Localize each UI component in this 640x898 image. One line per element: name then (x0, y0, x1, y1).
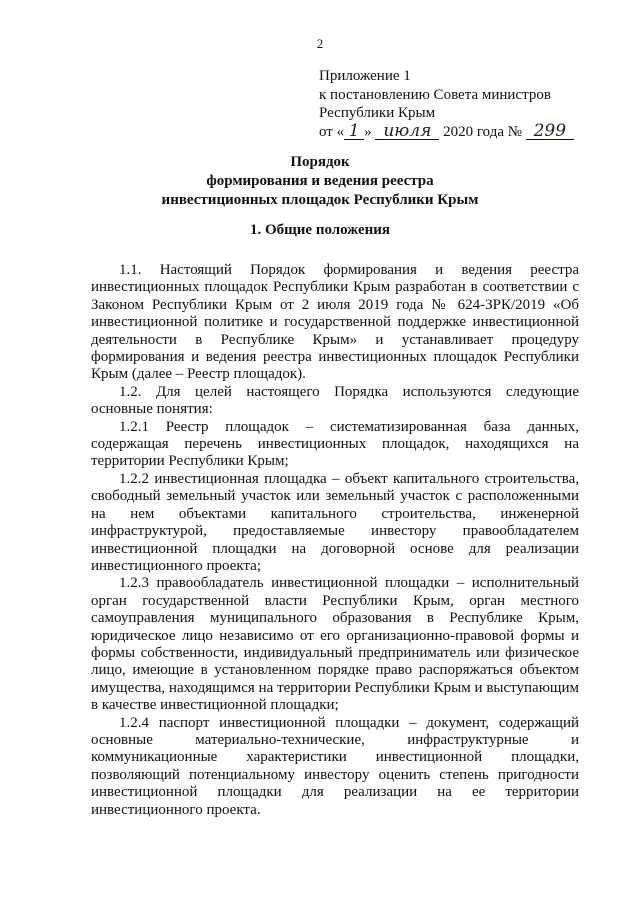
date-day: 1 (344, 123, 364, 140)
section-heading: 1. Общие положения (249, 222, 391, 238)
page-number: 2 (316, 36, 324, 51)
paragraph-1-2-1: 1.2.1 Реестр площадок – систематизированная база данных, содержащая перечень инвестиционных площадок, находящихся на территории Республики Крым; (91, 418, 579, 470)
appendix-line-1: Приложение 1 (319, 68, 411, 84)
appendix-date-line (319, 120, 619, 142)
document-title (0, 153, 640, 210)
date-prefix: от « (319, 123, 345, 140)
appendix-line-2: к постановлению Совета министров (319, 86, 551, 103)
appendix-line-3: Республики Крым (319, 105, 436, 121)
date-mid: » (364, 123, 372, 140)
title-line-1: Порядок (290, 154, 350, 170)
paragraph-1-2-2: 1.2.2 инвестиционная площадка – объект капитального строительства, свободный земельный участок или земельный участок с расположенными на нем объектами капитального строительства, инженерной инфраструктурой, предоставляемые инвестору правообладателем инвестиционной площадки на договорной основе для реализации инвестиционного проекта; (91, 470, 579, 574)
title-line-3: инвестиционных площадок Республики Крым (161, 192, 479, 208)
paragraph-1-2-4: 1.2.4 паспорт инвестиционной площадки – документ, содержащий основные материально-технические, инфраструктурные и коммуникационные характеристики инвестиционной площадки, позволяющий потенциальному инвестору оценить степень пригодности инвестиционной площадки для реализации на ее территории инвестиционного проекта. (91, 714, 579, 818)
date-year: 2020 года № (443, 123, 523, 140)
body-text (91, 262, 579, 819)
appendix-block (319, 67, 619, 141)
paragraph-1-1: 1.1. Настоящий Порядок формирования и ведения реестра инвестиционных площадок Республики Крым разработан в соответствии с Законом Республики Крым от 2 июля 2019 года № 624-ЗРК/2019 «Об инвестиционной политике и государственной поддержке инвестиционной деятельности в Республике Крым» и устанавливает процедуру формирования и ведения реестра инвестиционных площадок Республики Крым (далее – Реестр площадок). (91, 262, 579, 383)
document-number: 299 (526, 123, 574, 140)
paragraph-1-2: 1.2. Для целей настоящего Порядка используются следующие основные понятия: (91, 383, 579, 418)
title-line-2: формирования и ведения реестра (206, 173, 434, 189)
date-month: июля (375, 123, 439, 140)
paragraph-1-2-3: 1.2.3 правообладатель инвестиционной площадки – исполнительный орган государственной власти Республики Крым, орган местного самоуправления муниципального образования в Республике Крым, юридическое лицо независимо от его организационно-правовой формы и формы собственности, индивидуальный предприниматель или физическое лицо, имеющие в установленном порядке право распоряжаться объектом имущества, находящимся на территории Республики Крым и выступающим в качестве инвестиционной площадки; (91, 575, 579, 714)
